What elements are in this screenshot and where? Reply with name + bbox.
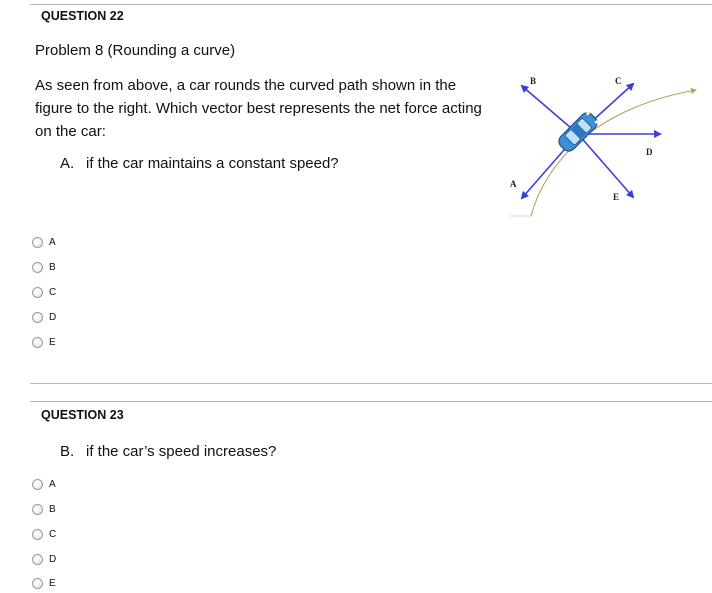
radio-button[interactable]	[32, 262, 43, 273]
problem-text: As seen from above, a car rounds the curved path shown in the figure to the right. Which vector best represents the net force acting on the car:	[35, 77, 482, 140]
q22-option-c[interactable]	[32, 285, 56, 299]
option-label: D	[49, 311, 57, 323]
car-icon	[556, 110, 600, 154]
vector-b-arrow	[522, 86, 578, 134]
question-23-heading: QUESTION 23	[41, 408, 124, 422]
option-label: A	[49, 478, 56, 490]
question-divider	[30, 401, 712, 402]
question-divider	[30, 383, 712, 384]
option-label: C	[49, 528, 57, 540]
q23-option-a[interactable]	[32, 477, 56, 491]
radio-button[interactable]	[32, 312, 43, 323]
q23-option-b[interactable]	[32, 502, 56, 516]
option-label: A	[49, 236, 56, 248]
vector-d-label: D	[646, 147, 653, 157]
vector-figure	[500, 68, 712, 228]
radio-button[interactable]	[32, 337, 43, 348]
vector-c-label: C	[615, 76, 622, 86]
radio-button[interactable]	[32, 504, 43, 515]
radio-button[interactable]	[32, 554, 43, 565]
vector-e-label: E	[613, 192, 620, 202]
part-a-text: if the car maintains a constant speed?	[86, 155, 339, 172]
radio-button[interactable]	[32, 578, 43, 589]
radio-button[interactable]	[32, 479, 43, 490]
q23-option-d[interactable]	[32, 552, 56, 566]
q23-option-e[interactable]	[32, 576, 56, 590]
part-a-letter: A.	[60, 155, 75, 172]
vector-e-arrow	[578, 134, 633, 197]
vector-b-label: B	[530, 76, 537, 86]
q22-option-e[interactable]	[32, 335, 56, 349]
option-label: E	[49, 336, 56, 348]
problem-title: Problem 8 (Rounding a curve)	[35, 42, 236, 59]
radio-button[interactable]	[32, 237, 43, 248]
option-label: E	[49, 577, 56, 589]
radio-button[interactable]	[32, 287, 43, 298]
option-label: C	[49, 286, 57, 298]
option-label: D	[49, 553, 57, 565]
part-a-prompt	[60, 155, 339, 172]
part-b-text: if the car’s speed increases?	[86, 443, 277, 460]
q22-option-d[interactable]	[32, 310, 56, 324]
vector-a-label: A	[510, 179, 517, 189]
q22-option-a[interactable]	[32, 235, 56, 249]
q23-option-c[interactable]	[32, 527, 56, 541]
vector-figure-svg	[500, 68, 712, 228]
radio-button[interactable]	[32, 529, 43, 540]
part-b-letter: B.	[60, 443, 75, 460]
option-label: B	[49, 261, 56, 273]
question-22-heading: QUESTION 22	[41, 9, 124, 23]
option-label: B	[49, 503, 56, 515]
q22-option-b[interactable]	[32, 260, 56, 274]
top-divider	[30, 4, 712, 5]
part-b-prompt	[60, 443, 276, 460]
